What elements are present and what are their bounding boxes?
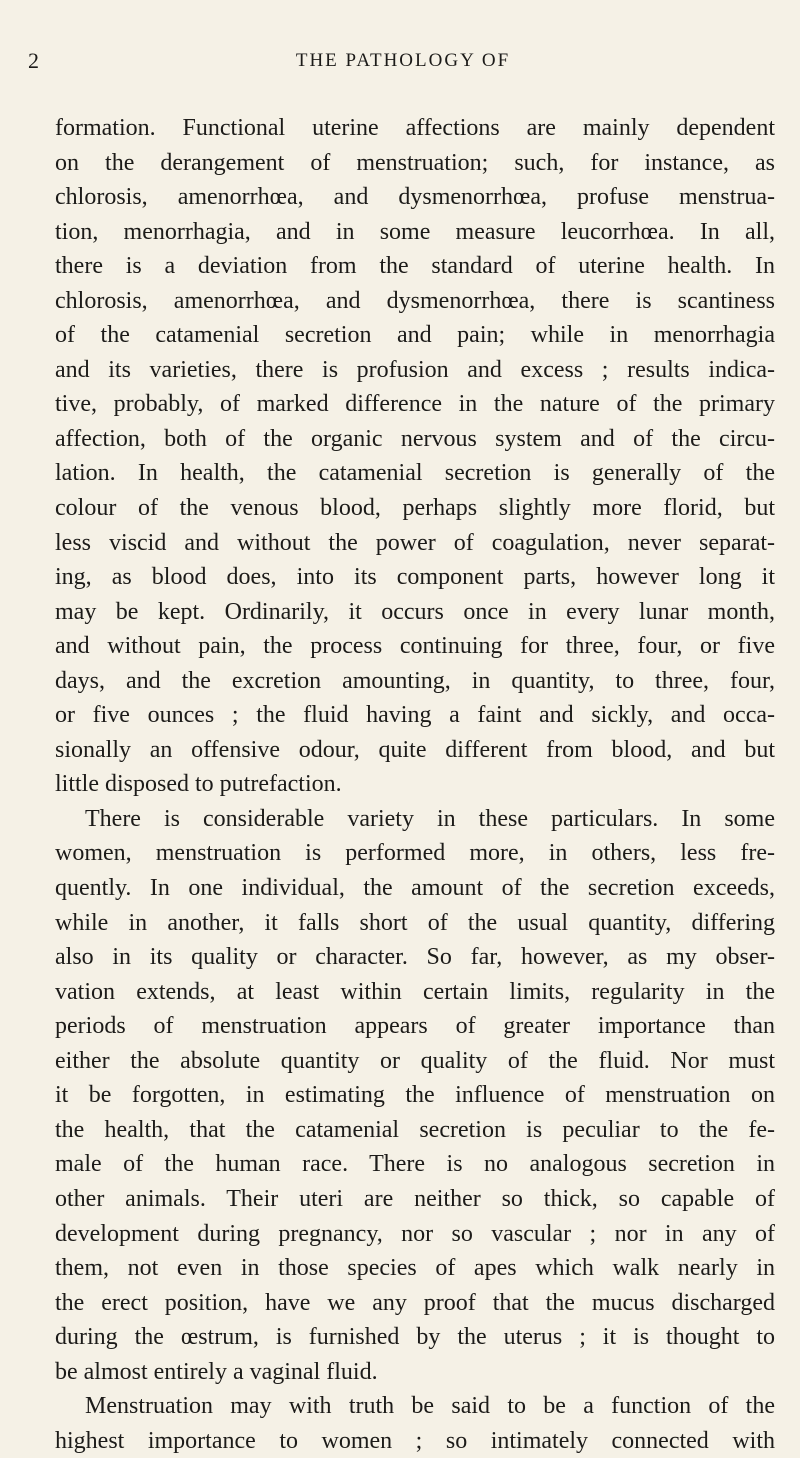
- text-line: and its varieties, there is profusion and excess ; results indica-: [55, 356, 775, 383]
- text-line: also in its quality or character. So far, however, as my obser-: [55, 944, 775, 971]
- text-line: either the absolute quantity or quality of the fluid. Nor must: [55, 1047, 775, 1074]
- text-line: tive, probably, of marked difference in the nature of the primary: [55, 391, 775, 418]
- text-line: there is a deviation from the standard of uterine health. In: [55, 253, 775, 280]
- text-line: chlorosis, amenorrhœa, and dysmenorrhœa, profuse menstrua-: [55, 184, 775, 211]
- text-line: them, not even in those species of apes which walk nearly in: [55, 1255, 775, 1282]
- running-title: THE PATHOLOGY OF: [295, 50, 511, 71]
- text-line: of the catamenial secretion and pain; while in menorrhagia: [55, 322, 775, 349]
- running-head: [28, 46, 778, 76]
- text-line: vation extends, at least within certain limits, regularity in the: [55, 978, 775, 1005]
- text-line: lation. In health, the catamenial secretion is generally of the: [55, 460, 775, 487]
- text-line: formation. Functional uterine affections are mainly dependent: [55, 115, 775, 141]
- text-line: the health, that the catamenial secretion is peculiar to the fe-: [55, 1116, 775, 1143]
- text-line: days, and the excretion amounting, in quantity, to three, four,: [55, 667, 775, 694]
- text-line: or five ounces ; the fluid having a faint and sickly, and occa-: [55, 702, 775, 729]
- text-line: may be kept. Ordinarily, it occurs once in every lunar month,: [55, 598, 775, 625]
- paragraph-end-line: be almost entirely a vaginal fluid.: [55, 1358, 378, 1385]
- text-line: other animals. Their uteri are neither so thick, so capable of: [55, 1185, 775, 1212]
- text-line: periods of menstruation appears of greater importance than: [55, 1013, 775, 1040]
- text-line: and without pain, the process continuing for three, four, or five: [55, 633, 775, 660]
- text-line: development during pregnancy, nor so vascular ; nor in any of: [55, 1220, 775, 1247]
- paragraph-start-line: There is considerable variety in these particulars. In some: [85, 805, 775, 832]
- body-text: [55, 111, 775, 1458]
- text-line: during the œstrum, is furnished by the uterus ; it is thought to: [55, 1324, 775, 1351]
- page-number: 2: [28, 48, 39, 73]
- text-line: on the derangement of menstruation; such, for instance, as: [55, 149, 775, 176]
- text-line: affection, both of the organic nervous system and of the circu-: [55, 425, 775, 452]
- paragraph-end-line: little disposed to putrefaction.: [55, 771, 342, 798]
- text-line: the erect position, have we any proof that the mucus discharged: [55, 1289, 775, 1316]
- text-line: chlorosis, amenorrhœa, and dysmenorrhœa, there is scantiness: [55, 287, 775, 314]
- text-line: ing, as blood does, into its component parts, however long it: [55, 564, 775, 591]
- text-line: sionally an offensive odour, quite different from blood, and but: [55, 736, 775, 763]
- paragraph-start-line: Menstruation may with truth be said to be a function of the: [85, 1393, 775, 1420]
- text-line: it be forgotten, in estimating the influence of menstruation on: [55, 1082, 775, 1109]
- text-line: women, menstruation is performed more, in others, less fre-: [55, 840, 775, 867]
- text-line: male of the human race. There is no analogous secretion in: [55, 1151, 775, 1178]
- text-line: highest importance to women ; so intimately connected with: [55, 1427, 775, 1454]
- text-line: while in another, it falls short of the usual quantity, differing: [55, 909, 775, 936]
- text-line: quently. In one individual, the amount of the secretion exceeds,: [55, 875, 775, 902]
- text-line: less viscid and without the power of coagulation, never separat-: [55, 529, 775, 556]
- text-line: tion, menorrhagia, and in some measure leucorrhœa. In all,: [55, 218, 775, 245]
- text-line: colour of the venous blood, perhaps slightly more florid, but: [55, 495, 775, 522]
